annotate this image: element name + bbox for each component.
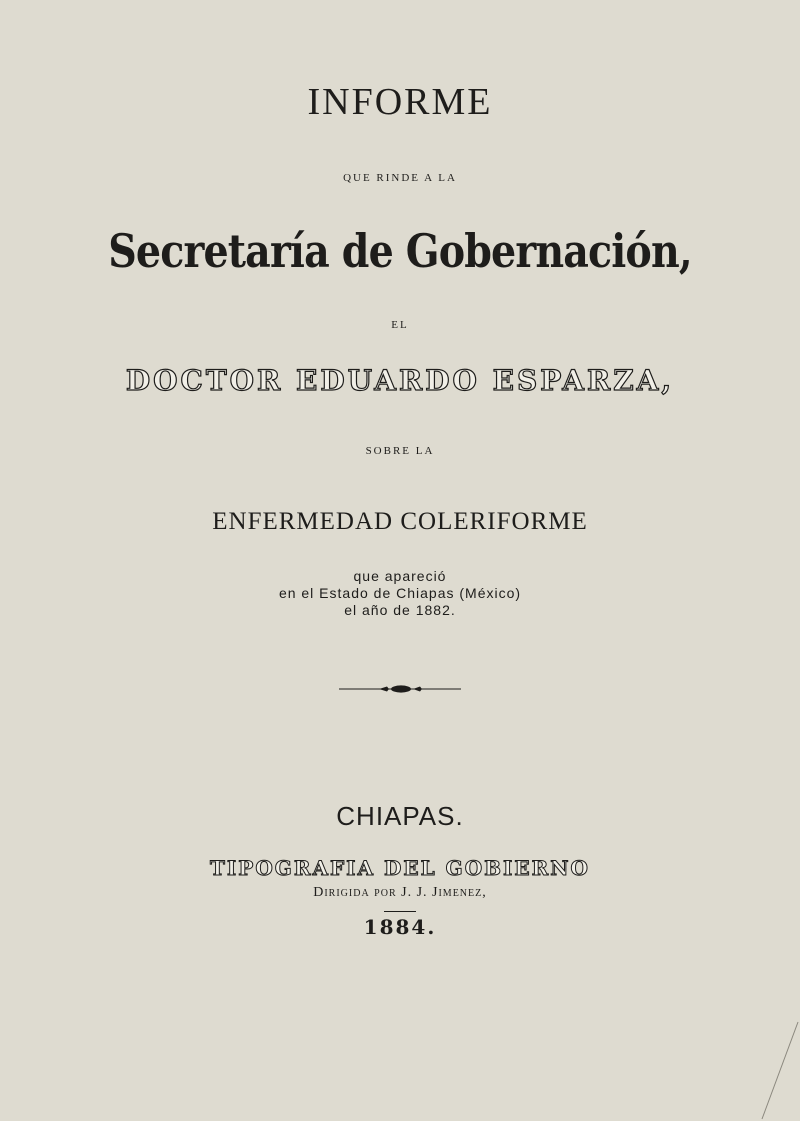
- page-corner-crease: [760, 1020, 800, 1121]
- appearance-line-3: el año de 1882.: [344, 602, 456, 618]
- recipient-name: Secretaría de Gobernación,: [108, 224, 692, 278]
- report-title: INFORME: [307, 81, 493, 123]
- appearance-line-2: en el Estado de Chiapas (México): [278, 585, 522, 601]
- intro-text: QUE RINDE A LA: [343, 172, 457, 184]
- subject-title: ENFERMEDAD COLERIFORME: [212, 508, 588, 535]
- year-rule: [384, 911, 416, 912]
- appearance-line-1: que apareció: [353, 568, 447, 584]
- ornament-rule-icon: [339, 683, 461, 695]
- author-name: DOCTOR EDUARDO ESPARZA,: [125, 364, 675, 397]
- publication-year: 1884.: [363, 915, 437, 939]
- subject-intro: SOBRE LA: [365, 445, 435, 457]
- printer-director: Dirigida por J. J. Jimenez,: [313, 885, 487, 900]
- article-el: EL: [391, 319, 409, 331]
- printer-name: TIPOGRAFIA DEL GOBIERNO: [210, 856, 590, 880]
- place-name: CHIAPAS.: [336, 801, 464, 831]
